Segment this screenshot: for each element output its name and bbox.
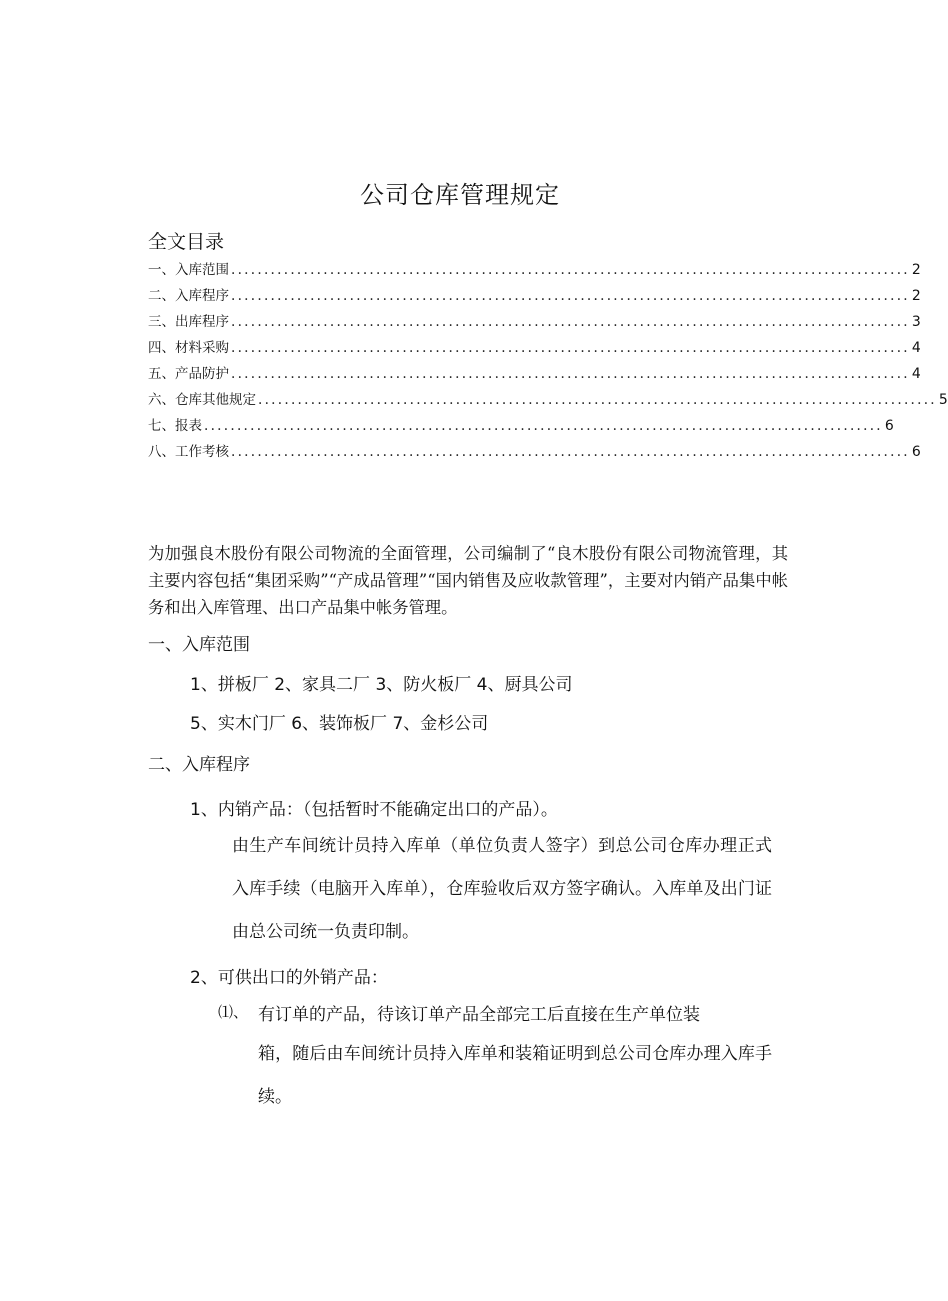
toc-item-label: 三、出库程序 xyxy=(148,314,229,330)
toc-leader-dots: ....................................................................................................... xyxy=(231,444,910,460)
sub-item-first-line: 有订单的产品，待该订单产品全部完工后直接在生产单位装 xyxy=(258,1005,700,1025)
toc-leader-dots: ....................................................................................................... xyxy=(231,340,910,356)
toc-item-label: 五、产品防护 xyxy=(148,366,229,382)
section-heading: 一、入库范围 xyxy=(148,635,250,655)
toc-item-page: 4 xyxy=(911,340,921,356)
section-heading: 二、入库程序 xyxy=(148,755,250,775)
toc-item-label: 一、入库范围 xyxy=(148,262,229,278)
toc-leader-dots: ....................................................................................................... xyxy=(231,314,910,330)
toc-item[interactable] xyxy=(148,362,921,388)
factory-list-line: 5、实木门厂 6、装饰板厂 7、金杉公司 xyxy=(190,714,489,734)
toc-item-page: 6 xyxy=(911,444,921,460)
toc-item[interactable] xyxy=(148,310,921,336)
sub-item-body: 箱，随后由车间统计员持入库单和装箱证明到总公司仓库办理入库手续。 xyxy=(258,1044,772,1107)
document-title: 公司仓库管理规定 xyxy=(360,181,560,209)
toc-item-label: 六、仓库其他规定 xyxy=(148,392,256,408)
table-of-contents xyxy=(148,258,948,466)
toc-item-page: 2 xyxy=(911,262,921,278)
toc-item[interactable] xyxy=(148,258,921,284)
toc-leader-dots: ....................................................................................................... xyxy=(231,262,910,278)
toc-leader-dots: ....................................................................................................... xyxy=(231,288,910,304)
factory-list-line: 1、拼板厂 2、家具二厂 3、防火板厂 4、厨具公司 xyxy=(190,675,573,695)
toc-item[interactable] xyxy=(148,284,921,310)
toc-item-label: 八、工作考核 xyxy=(148,444,229,460)
toc-item-page: 3 xyxy=(911,314,921,330)
toc-item[interactable] xyxy=(148,336,921,362)
toc-item-label: 二、入库程序 xyxy=(148,288,229,304)
list-item-heading: 2、可供出口的外销产品： xyxy=(190,968,388,988)
toc-item-page: 5 xyxy=(938,392,948,408)
toc-item-page: 2 xyxy=(911,288,921,304)
toc-item-label: 七、报表 xyxy=(148,418,202,434)
list-item-heading: 1、内销产品：（包括暂时不能确定出口的产品）。 xyxy=(190,800,558,820)
toc-item-page: 4 xyxy=(911,366,921,382)
sub-item-marker: ⑴、 xyxy=(218,1003,249,1021)
intro-paragraph: 为加强良木股份有限公司物流的全面管理，公司编制了“良木股份有限公司物流管理，其主要内容包括“集团采购”“产成品管理”“国内销售及应收款管理”，主要对内销产品集中帐务和出入库管理、出口产品集中帐务管理。 xyxy=(148,544,788,617)
toc-leader-dots: ....................................................................................................... xyxy=(258,392,937,408)
toc-heading: 全文目录 xyxy=(148,231,225,253)
toc-item[interactable] xyxy=(148,414,894,440)
toc-leader-dots: ....................................................................................................... xyxy=(231,366,910,382)
toc-item-label: 四、材料采购 xyxy=(148,340,229,356)
toc-item[interactable] xyxy=(148,388,948,414)
toc-item-page: 6 xyxy=(884,418,894,434)
toc-item[interactable] xyxy=(148,440,921,466)
toc-leader-dots: ....................................................................................................... xyxy=(204,418,883,434)
body-paragraph: 由生产车间统计员持入库单（单位负责人签字）到总公司仓库办理正式入库手续（电脑开入库单），仓库验收后双方签字确认。入库单及出门证由总公司统一负责印制。 xyxy=(232,836,772,942)
